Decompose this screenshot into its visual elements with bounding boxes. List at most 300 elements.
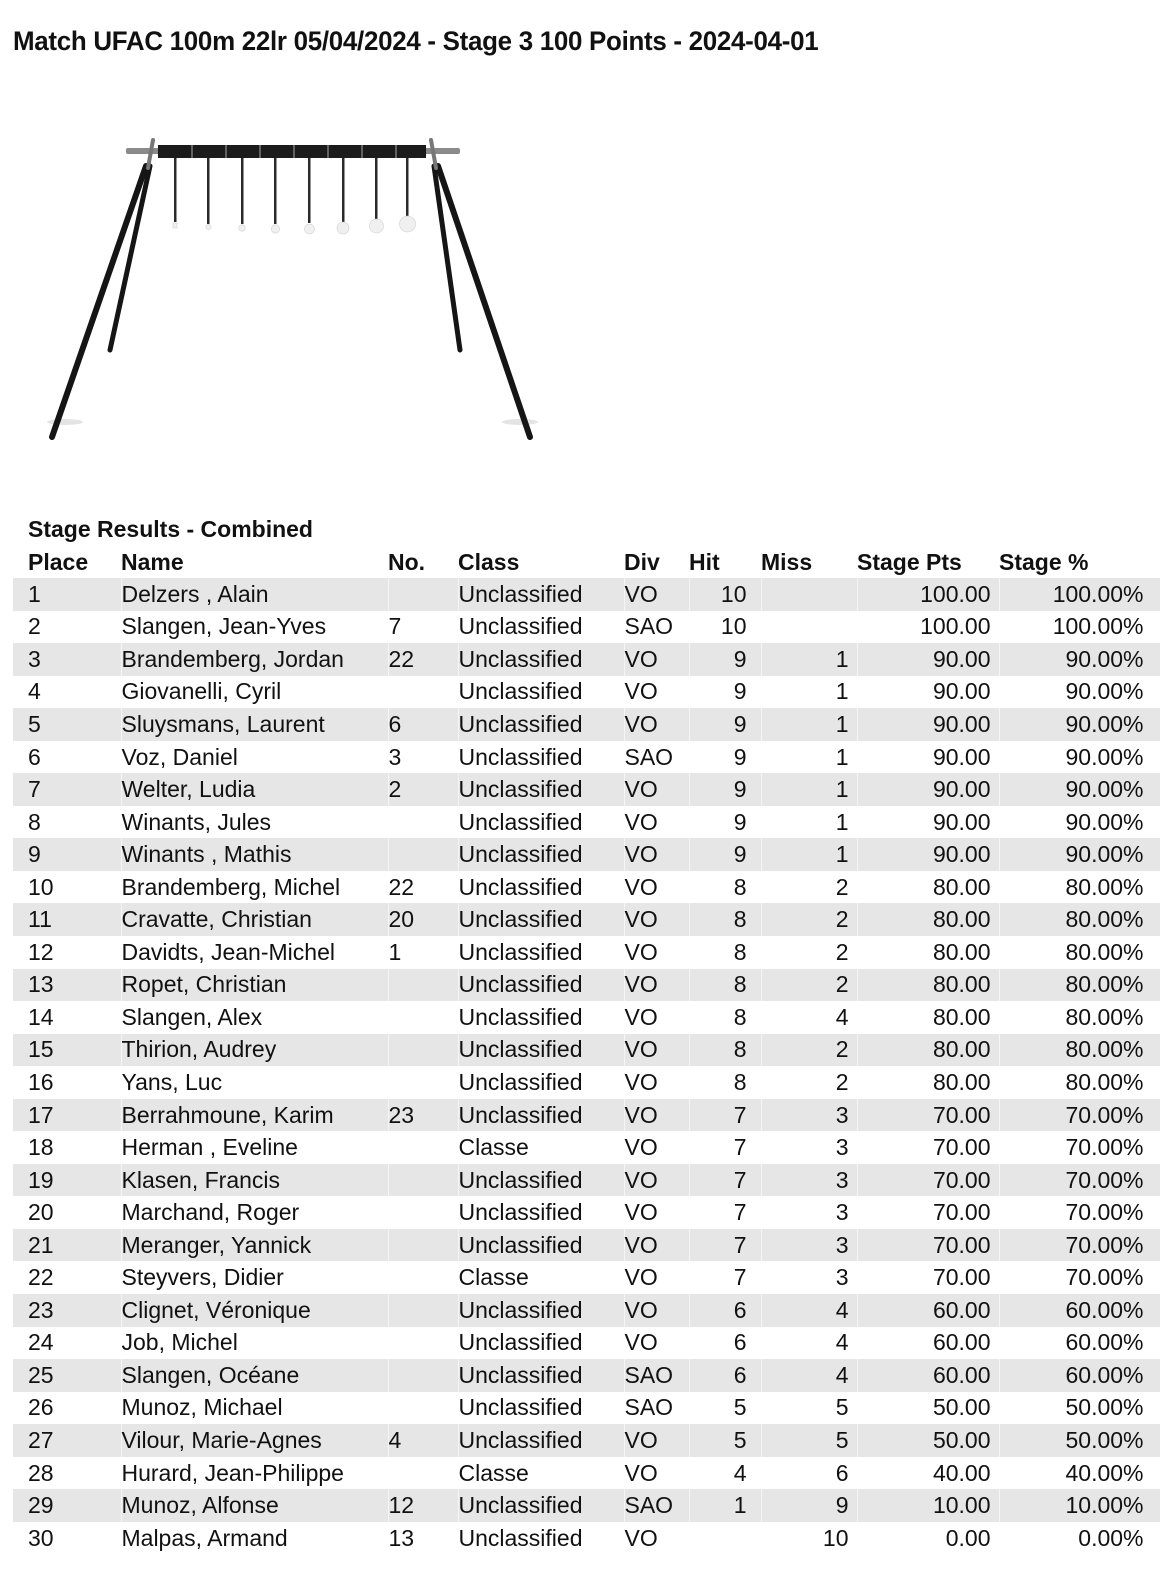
place-cell: 12 — [13, 936, 121, 969]
table-row — [13, 1327, 1160, 1360]
place-cell: 2 — [13, 611, 121, 644]
place-cell: 8 — [13, 806, 121, 839]
class-cell: Unclassified — [458, 838, 624, 871]
place-cell: 24 — [13, 1327, 121, 1360]
table-row — [13, 1457, 1160, 1490]
table-row — [13, 1294, 1160, 1327]
class-cell: Unclassified — [458, 1294, 624, 1327]
number-cell — [388, 578, 458, 611]
hit-cell: 8 — [689, 969, 761, 1002]
class-cell: Unclassified — [458, 903, 624, 936]
name-cell: Munoz, Michael — [121, 1392, 388, 1425]
stage-pct-cell: 10.00% — [999, 1489, 1160, 1522]
column-header-hit: Hit — [689, 548, 720, 575]
name-cell: Brandemberg, Jordan — [121, 643, 388, 676]
stage-pct-cell: 80.00% — [999, 903, 1160, 936]
class-cell: Unclassified — [458, 773, 624, 806]
stage-pct-cell: 50.00% — [999, 1392, 1160, 1425]
miss-cell: 2 — [761, 903, 857, 936]
table-row — [13, 969, 1160, 1002]
hit-cell: 9 — [689, 741, 761, 774]
division-cell: VO — [624, 1522, 689, 1555]
hit-cell: 8 — [689, 871, 761, 904]
stage-pct-cell: 60.00% — [999, 1294, 1160, 1327]
stage-pts-cell: 70.00 — [857, 1164, 999, 1197]
division-cell: VO — [624, 1424, 689, 1457]
place-cell: 7 — [13, 773, 121, 806]
stage-pts-cell: 80.00 — [857, 903, 999, 936]
page-title: Match UFAC 100m 22lr 05/04/2024 - Stage 3 100 Points - 2024-04-01 — [13, 26, 819, 56]
table-row — [13, 871, 1160, 904]
division-cell: VO — [624, 1066, 689, 1099]
place-cell: 5 — [13, 708, 121, 741]
table-row — [13, 1196, 1160, 1229]
steel-target-rack-icon — [40, 120, 540, 450]
number-cell — [388, 969, 458, 1002]
hit-cell: 9 — [689, 676, 761, 709]
number-cell — [388, 1034, 458, 1067]
class-cell: Unclassified — [458, 1489, 624, 1522]
stage-pts-cell: 60.00 — [857, 1294, 999, 1327]
division-cell: VO — [624, 1327, 689, 1360]
column-header-div: Div — [624, 548, 660, 575]
name-cell: Malpas, Armand — [121, 1522, 388, 1555]
miss-cell: 3 — [761, 1261, 857, 1294]
place-cell: 29 — [13, 1489, 121, 1522]
miss-cell: 1 — [761, 741, 857, 774]
miss-cell: 3 — [761, 1131, 857, 1164]
hit-cell: 9 — [689, 643, 761, 676]
miss-cell: 4 — [761, 1327, 857, 1360]
stage-pct-cell: 90.00% — [999, 806, 1160, 839]
name-cell: Vilour, Marie-Agnes — [121, 1424, 388, 1457]
stage-pts-cell: 50.00 — [857, 1392, 999, 1425]
place-cell: 10 — [13, 871, 121, 904]
number-cell: 13 — [388, 1522, 458, 1555]
table-row — [13, 936, 1160, 969]
name-cell: Steyvers, Didier — [121, 1261, 388, 1294]
division-cell: VO — [624, 838, 689, 871]
stage-pts-cell: 60.00 — [857, 1359, 999, 1392]
table-row — [13, 1261, 1160, 1294]
class-cell: Unclassified — [458, 708, 624, 741]
number-cell: 22 — [388, 871, 458, 904]
name-cell: Yans, Luc — [121, 1066, 388, 1099]
name-cell: Winants , Mathis — [121, 838, 388, 871]
miss-cell: 9 — [761, 1489, 857, 1522]
division-cell: SAO — [624, 1359, 689, 1392]
number-cell: 23 — [388, 1099, 458, 1132]
miss-cell: 1 — [761, 806, 857, 839]
division-cell: VO — [624, 773, 689, 806]
number-cell — [388, 1457, 458, 1490]
left-legs — [52, 140, 153, 437]
stage-pts-cell: 100.00 — [857, 578, 999, 611]
table-row — [13, 903, 1160, 936]
stage-pts-cell: 90.00 — [857, 806, 999, 839]
miss-cell — [761, 578, 857, 611]
class-cell: Unclassified — [458, 1164, 624, 1197]
hit-cell: 7 — [689, 1196, 761, 1229]
stage-pts-cell: 90.00 — [857, 773, 999, 806]
miss-cell: 2 — [761, 1066, 857, 1099]
stage-pct-cell: 70.00% — [999, 1196, 1160, 1229]
miss-cell: 4 — [761, 1294, 857, 1327]
place-cell: 19 — [13, 1164, 121, 1197]
division-cell: VO — [624, 969, 689, 1002]
place-cell: 15 — [13, 1034, 121, 1067]
miss-cell: 2 — [761, 969, 857, 1002]
number-cell: 3 — [388, 741, 458, 774]
division-cell: VO — [624, 1457, 689, 1490]
place-cell: 17 — [13, 1099, 121, 1132]
division-cell: VO — [624, 708, 689, 741]
table-row — [13, 1034, 1160, 1067]
stage-pts-cell: 70.00 — [857, 1261, 999, 1294]
class-cell: Unclassified — [458, 1034, 624, 1067]
hit-cell: 7 — [689, 1099, 761, 1132]
place-cell: 6 — [13, 741, 121, 774]
hit-cell: 7 — [689, 1229, 761, 1262]
name-cell: Slangen, Alex — [121, 1001, 388, 1034]
column-header-class: Class — [458, 548, 520, 575]
hit-cell: 7 — [689, 1164, 761, 1197]
stage-pts-cell: 80.00 — [857, 1001, 999, 1034]
division-cell: VO — [624, 903, 689, 936]
class-cell: Unclassified — [458, 1392, 624, 1425]
class-cell: Unclassified — [458, 1229, 624, 1262]
table-row — [13, 676, 1160, 709]
miss-cell: 1 — [761, 643, 857, 676]
hanging-targets — [174, 158, 409, 224]
stage-pts-cell: 80.00 — [857, 969, 999, 1002]
miss-cell: 3 — [761, 1196, 857, 1229]
place-cell: 22 — [13, 1261, 121, 1294]
hit-cell: 6 — [689, 1294, 761, 1327]
table-row — [13, 643, 1160, 676]
number-cell — [388, 1261, 458, 1294]
miss-cell: 4 — [761, 1359, 857, 1392]
place-cell: 18 — [13, 1131, 121, 1164]
stage-pts-cell: 90.00 — [857, 708, 999, 741]
number-cell: 7 — [388, 611, 458, 644]
miss-cell: 1 — [761, 676, 857, 709]
stage-pts-cell: 90.00 — [857, 838, 999, 871]
stage-pts-cell: 60.00 — [857, 1327, 999, 1360]
table-row — [13, 1131, 1160, 1164]
miss-cell: 2 — [761, 936, 857, 969]
number-cell — [388, 1229, 458, 1262]
name-cell: Thirion, Audrey — [121, 1034, 388, 1067]
stage-pts-cell: 90.00 — [857, 643, 999, 676]
hit-cell — [689, 1522, 761, 1555]
hit-cell: 4 — [689, 1457, 761, 1490]
results-body — [13, 578, 1160, 1554]
stage-pct-cell: 80.00% — [999, 969, 1160, 1002]
division-cell: VO — [624, 1001, 689, 1034]
name-cell: Voz, Daniel — [121, 741, 388, 774]
number-cell: 4 — [388, 1424, 458, 1457]
number-cell — [388, 1327, 458, 1360]
name-cell: Job, Michel — [121, 1327, 388, 1360]
stage-pts-cell: 100.00 — [857, 611, 999, 644]
stage-pts-cell: 80.00 — [857, 871, 999, 904]
table-row — [13, 741, 1160, 774]
stage-pct-cell: 90.00% — [999, 773, 1160, 806]
miss-cell: 6 — [761, 1457, 857, 1490]
table-row — [13, 1001, 1160, 1034]
name-cell: Davidts, Jean-Michel — [121, 936, 388, 969]
class-cell: Unclassified — [458, 611, 624, 644]
class-cell: Classe — [458, 1457, 624, 1490]
table-row — [13, 1099, 1160, 1132]
stage-pct-cell: 80.00% — [999, 936, 1160, 969]
table-row — [13, 1489, 1160, 1522]
number-cell — [388, 1001, 458, 1034]
column-header-place: Place — [28, 548, 89, 575]
class-cell: Unclassified — [458, 969, 624, 1002]
hit-cell: 9 — [689, 806, 761, 839]
stage-pct-cell: 70.00% — [999, 1261, 1160, 1294]
stage-pts-cell: 80.00 — [857, 1066, 999, 1099]
name-cell: Winants, Jules — [121, 806, 388, 839]
number-cell — [388, 806, 458, 839]
hit-cell: 9 — [689, 708, 761, 741]
number-cell — [388, 1196, 458, 1229]
column-header-stage-pct: Stage % — [999, 548, 1089, 575]
hit-cell: 8 — [689, 903, 761, 936]
table-row — [13, 1424, 1160, 1457]
place-cell: 28 — [13, 1457, 121, 1490]
miss-cell: 1 — [761, 708, 857, 741]
place-cell: 3 — [13, 643, 121, 676]
number-cell — [388, 1164, 458, 1197]
results-table — [13, 546, 1161, 1554]
class-cell: Unclassified — [458, 741, 624, 774]
table-row — [13, 773, 1160, 806]
hit-cell: 8 — [689, 1001, 761, 1034]
miss-cell: 5 — [761, 1392, 857, 1425]
stage-pts-cell: 90.00 — [857, 676, 999, 709]
division-cell: SAO — [624, 1489, 689, 1522]
stage-pct-cell: 40.00% — [999, 1457, 1160, 1490]
table-row — [13, 611, 1160, 644]
stage-pct-cell: 90.00% — [999, 708, 1160, 741]
stage-pts-cell: 70.00 — [857, 1099, 999, 1132]
stage-pct-cell: 90.00% — [999, 676, 1160, 709]
name-cell: Slangen, Jean-Yves — [121, 611, 388, 644]
name-cell: Cravatte, Christian — [121, 903, 388, 936]
table-header-row — [13, 546, 1160, 578]
number-cell — [388, 838, 458, 871]
place-cell: 25 — [13, 1359, 121, 1392]
stage-pct-cell: 80.00% — [999, 1001, 1160, 1034]
table-row — [13, 1359, 1160, 1392]
hit-cell: 8 — [689, 1034, 761, 1067]
table-row — [13, 1522, 1160, 1555]
miss-cell — [761, 611, 857, 644]
right-legs — [431, 140, 530, 437]
table-row — [13, 838, 1160, 871]
place-cell: 11 — [13, 903, 121, 936]
hit-cell: 6 — [689, 1327, 761, 1360]
division-cell: VO — [624, 1261, 689, 1294]
name-cell: Berrahmoune, Karim — [121, 1099, 388, 1132]
name-cell: Clignet, Véronique — [121, 1294, 388, 1327]
class-cell: Unclassified — [458, 806, 624, 839]
division-cell: VO — [624, 1164, 689, 1197]
table-row — [13, 578, 1160, 611]
number-cell — [388, 1066, 458, 1099]
class-cell: Classe — [458, 1131, 624, 1164]
division-cell: VO — [624, 1229, 689, 1262]
place-cell: 30 — [13, 1522, 121, 1555]
stage-pct-cell: 70.00% — [999, 1164, 1160, 1197]
name-cell: Delzers , Alain — [121, 578, 388, 611]
place-cell: 13 — [13, 969, 121, 1002]
place-cell: 23 — [13, 1294, 121, 1327]
division-cell: SAO — [624, 1392, 689, 1425]
hit-cell: 8 — [689, 936, 761, 969]
stage-pct-cell: 50.00% — [999, 1424, 1160, 1457]
class-cell: Unclassified — [458, 1001, 624, 1034]
name-cell: Herman , Eveline — [121, 1131, 388, 1164]
number-cell — [388, 1131, 458, 1164]
miss-cell: 2 — [761, 1034, 857, 1067]
hit-cell: 8 — [689, 1066, 761, 1099]
class-cell: Unclassified — [458, 1066, 624, 1099]
class-cell: Unclassified — [458, 936, 624, 969]
stage-pct-cell: 60.00% — [999, 1359, 1160, 1392]
stage-pts-cell: 70.00 — [857, 1196, 999, 1229]
class-cell: Unclassified — [458, 1099, 624, 1132]
name-cell: Welter, Ludia — [121, 773, 388, 806]
hit-cell: 9 — [689, 773, 761, 806]
class-cell: Unclassified — [458, 1196, 624, 1229]
place-cell: 21 — [13, 1229, 121, 1262]
table-row — [13, 1066, 1160, 1099]
crossbar — [158, 145, 426, 158]
column-header-name: Name — [121, 548, 184, 575]
division-cell: VO — [624, 806, 689, 839]
name-cell: Marchand, Roger — [121, 1196, 388, 1229]
name-cell: Klasen, Francis — [121, 1164, 388, 1197]
stage-pct-cell: 70.00% — [999, 1099, 1160, 1132]
division-cell: VO — [624, 1034, 689, 1067]
stage-pts-cell: 0.00 — [857, 1522, 999, 1555]
miss-cell: 3 — [761, 1164, 857, 1197]
place-cell: 4 — [13, 676, 121, 709]
stage-pct-cell: 80.00% — [999, 1034, 1160, 1067]
hit-cell: 6 — [689, 1359, 761, 1392]
stage-pts-cell: 80.00 — [857, 936, 999, 969]
name-cell: Meranger, Yannick — [121, 1229, 388, 1262]
division-cell: VO — [624, 578, 689, 611]
division-cell: VO — [624, 1294, 689, 1327]
stage-pts-cell: 10.00 — [857, 1489, 999, 1522]
name-cell: Munoz, Alfonse — [121, 1489, 388, 1522]
place-cell: 26 — [13, 1392, 121, 1425]
stage-pts-cell: 70.00 — [857, 1131, 999, 1164]
name-cell: Sluysmans, Laurent — [121, 708, 388, 741]
stage-pts-cell: 70.00 — [857, 1229, 999, 1262]
hit-cell: 7 — [689, 1131, 761, 1164]
number-cell: 12 — [388, 1489, 458, 1522]
stage-pts-cell: 80.00 — [857, 1034, 999, 1067]
miss-cell: 3 — [761, 1229, 857, 1262]
table-row — [13, 1164, 1160, 1197]
number-cell: 1 — [388, 936, 458, 969]
division-cell: SAO — [624, 741, 689, 774]
miss-cell: 5 — [761, 1424, 857, 1457]
stage-pct-cell: 90.00% — [999, 643, 1160, 676]
miss-cell: 10 — [761, 1522, 857, 1555]
stage-pct-cell: 80.00% — [999, 1066, 1160, 1099]
stage-pct-cell: 100.00% — [999, 611, 1160, 644]
number-cell: 2 — [388, 773, 458, 806]
division-cell: VO — [624, 1131, 689, 1164]
column-header-no: No. — [388, 548, 426, 575]
stage-pts-cell: 40.00 — [857, 1457, 999, 1490]
division-cell: VO — [624, 643, 689, 676]
stage-pct-cell: 60.00% — [999, 1327, 1160, 1360]
division-cell: VO — [624, 1196, 689, 1229]
stage-pts-cell: 50.00 — [857, 1424, 999, 1457]
hit-cell: 7 — [689, 1261, 761, 1294]
column-header-stage-pts: Stage Pts — [857, 548, 962, 575]
name-cell: Giovanelli, Cyril — [121, 676, 388, 709]
number-cell: 22 — [388, 643, 458, 676]
table-row — [13, 1229, 1160, 1262]
miss-cell: 4 — [761, 1001, 857, 1034]
hit-cell: 10 — [689, 611, 761, 644]
stage-pct-cell: 80.00% — [999, 871, 1160, 904]
table-row — [13, 1392, 1160, 1425]
miss-cell: 2 — [761, 871, 857, 904]
place-cell: 20 — [13, 1196, 121, 1229]
number-cell — [388, 1392, 458, 1425]
division-cell: VO — [624, 936, 689, 969]
place-cell: 27 — [13, 1424, 121, 1457]
place-cell: 1 — [13, 578, 121, 611]
name-cell: Hurard, Jean-Philippe — [121, 1457, 388, 1490]
number-cell: 6 — [388, 708, 458, 741]
class-cell: Unclassified — [458, 578, 624, 611]
stage-pct-cell: 90.00% — [999, 741, 1160, 774]
division-cell: VO — [624, 871, 689, 904]
place-cell: 9 — [13, 838, 121, 871]
place-cell: 14 — [13, 1001, 121, 1034]
number-cell — [388, 1294, 458, 1327]
miss-cell: 3 — [761, 1099, 857, 1132]
section-title: Stage Results - Combined — [28, 516, 313, 542]
name-cell: Slangen, Océane — [121, 1359, 388, 1392]
place-cell: 16 — [13, 1066, 121, 1099]
division-cell: VO — [624, 1099, 689, 1132]
division-cell: VO — [624, 676, 689, 709]
number-cell — [388, 676, 458, 709]
class-cell: Unclassified — [458, 643, 624, 676]
hit-cell: 5 — [689, 1392, 761, 1425]
hit-cell: 9 — [689, 838, 761, 871]
hit-cell: 5 — [689, 1424, 761, 1457]
number-cell — [388, 1359, 458, 1392]
stage-pct-cell: 70.00% — [999, 1131, 1160, 1164]
class-cell: Unclassified — [458, 871, 624, 904]
number-cell: 20 — [388, 903, 458, 936]
division-cell: SAO — [624, 611, 689, 644]
name-cell: Brandemberg, Michel — [121, 871, 388, 904]
